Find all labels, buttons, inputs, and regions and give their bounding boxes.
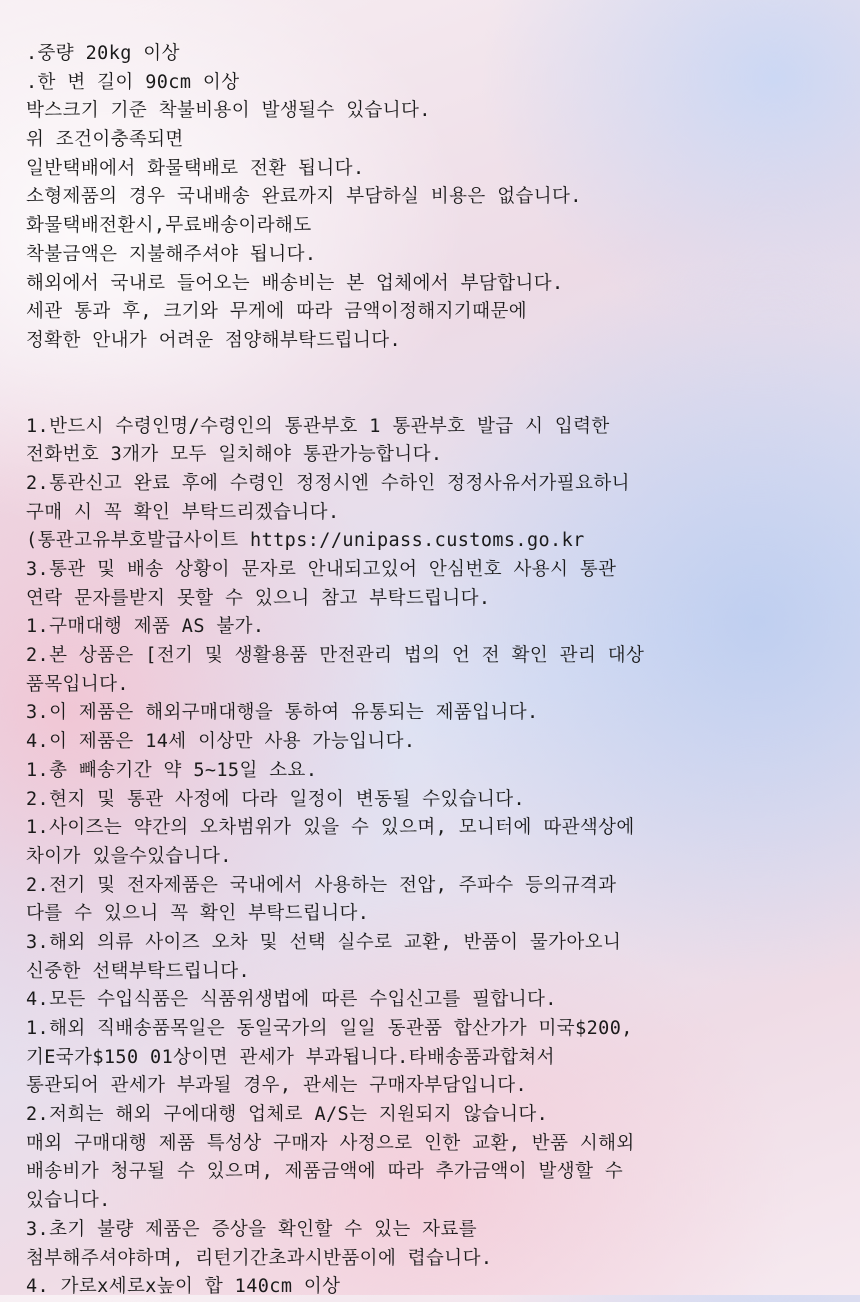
text-line: 화물택배전환시,무료배송이라해도 (26, 215, 312, 237)
text-line: 다를 수 있으니 꼭 확인 부탁드립니다. (26, 903, 370, 925)
text-line: (통관고유부호발급사이트 https://unipass.customs.go.kr (26, 530, 585, 552)
text-line: 위 조건이충족되면 (26, 129, 184, 151)
text-line: 세관 통과 후, 크기와 무게에 따라 금액이정해지기때문에 (26, 301, 528, 323)
text-line: 4. 가로x세로x높이 합 140cm 이상 (26, 1276, 341, 1298)
text-line: 3.해외 의류 사이즈 오차 및 선택 실수로 교환, 반품이 물가아오니 (26, 931, 622, 953)
text-line: 1.사이즈는 약간의 오차범위가 있을 수 있으며, 모니터에 따관색상에 (26, 817, 635, 839)
text-line: 신중한 선택부탁드립니다. (26, 960, 251, 982)
text-line: 기E국가$150 01상이면 관세가 부과됩니다.타배송품과합쳐서 (26, 1046, 555, 1068)
text-line: 2.현지 및 통관 사정에 다라 일정이 변동될 수있습니다. (26, 788, 526, 810)
text-line: 정확한 안내가 어려운 점양해부탁드립니다. (26, 329, 402, 351)
text-line: .중량 20kg 이상 (26, 43, 180, 64)
text-line: 2.저희는 해외 구에대행 업체로 A/S는 지원되지 않습니다. (26, 1104, 549, 1126)
shipping-cost-section (26, 40, 846, 356)
text-line: 착불금액은 지불해주셔야 됩니다. (26, 243, 317, 265)
text-line: 일반택배에서 화물택배로 전환 됩니다. (26, 157, 365, 179)
customs-and-notice-section (26, 413, 846, 1302)
text-line: 박스크기 기준 착불비용이 발생될수 있습니다. (26, 100, 431, 122)
text-line: 매외 구매대행 제품 특성상 구매자 사정으로 인한 교환, 반품 시해외 (26, 1132, 635, 1154)
text-line: 소형제품의 경우 국내배송 완료까지 부담하실 비용은 없습니다. (26, 186, 582, 208)
text-line: 4.모든 수입식품은 식품위생법에 따른 수입신고를 필합니다. (26, 989, 557, 1011)
text-line: 3.초기 불량 제품은 증상을 확인할 수 있는 자료를 (26, 1218, 477, 1240)
notice-document (26, 40, 846, 1302)
text-line: 4.이 제품은 14세 이상만 사용 가능입니다. (26, 731, 416, 753)
text-line: 첨부해주셔야하며, 리턴기간초과시반품이에 렵습니다. (26, 1247, 493, 1269)
text-line: 2.통관신고 완료 후에 수령인 정정시엔 수하인 정정사유서가필요하니 (26, 472, 630, 494)
text-line: 1.해외 직배송품목일은 동일국가의 일일 동관품 합산가가 미국$200, (26, 1018, 633, 1039)
text-line: .한 변 길이 90cm 이상 (26, 71, 240, 93)
text-line: 해외에서 국내로 들어오는 배송비는 본 업체에서 부담합니다. (26, 272, 564, 294)
text-line: 1.구매대행 제품 AS 불가. (26, 616, 265, 638)
text-line: 3.이 제품은 해외구매대행을 통하여 유통되는 제품입니다. (26, 702, 539, 724)
text-line: 2.전기 및 전자제품은 국내에서 사용하는 전압, 주파수 등의규격과 (26, 874, 617, 896)
text-line: 1.총 빼송기간 약 5~15일 소요. (26, 759, 318, 781)
text-line: 전화번호 3개가 모두 일치해야 통관가능합니다. (26, 444, 443, 466)
text-line: 배송비가 청구될 수 있으며, 제품금액에 따라 추가금액이 발생할 수 (26, 1161, 624, 1183)
text-line: 있습니다. (26, 1190, 111, 1212)
text-line: 통관되어 관세가 부과될 경우, 관세는 구매자부담입니다. (26, 1075, 528, 1097)
text-line: 3.통관 및 배송 상황이 문자로 안내되고있어 안심번호 사용시 통관 (26, 559, 617, 580)
text-line: 품목입니다. (26, 673, 129, 695)
text-line: 1.반드시 수령인명/수령인의 통관부호 1 통관부호 발급 시 입력한 (26, 415, 610, 437)
text-line: 구매 시 꼭 확인 부탁드리겠습니다. (26, 501, 340, 523)
text-line: 2.본 상품은 [전기 및 생활용품 만전관리 법의 언 전 확인 관리 대상 (26, 645, 645, 667)
section-spacer (26, 356, 846, 413)
text-line: 연락 문자를받지 못할 수 있으니 참고 부탁드립니다. (26, 587, 491, 609)
text-line: 차이가 있을수있습니다. (26, 845, 232, 867)
